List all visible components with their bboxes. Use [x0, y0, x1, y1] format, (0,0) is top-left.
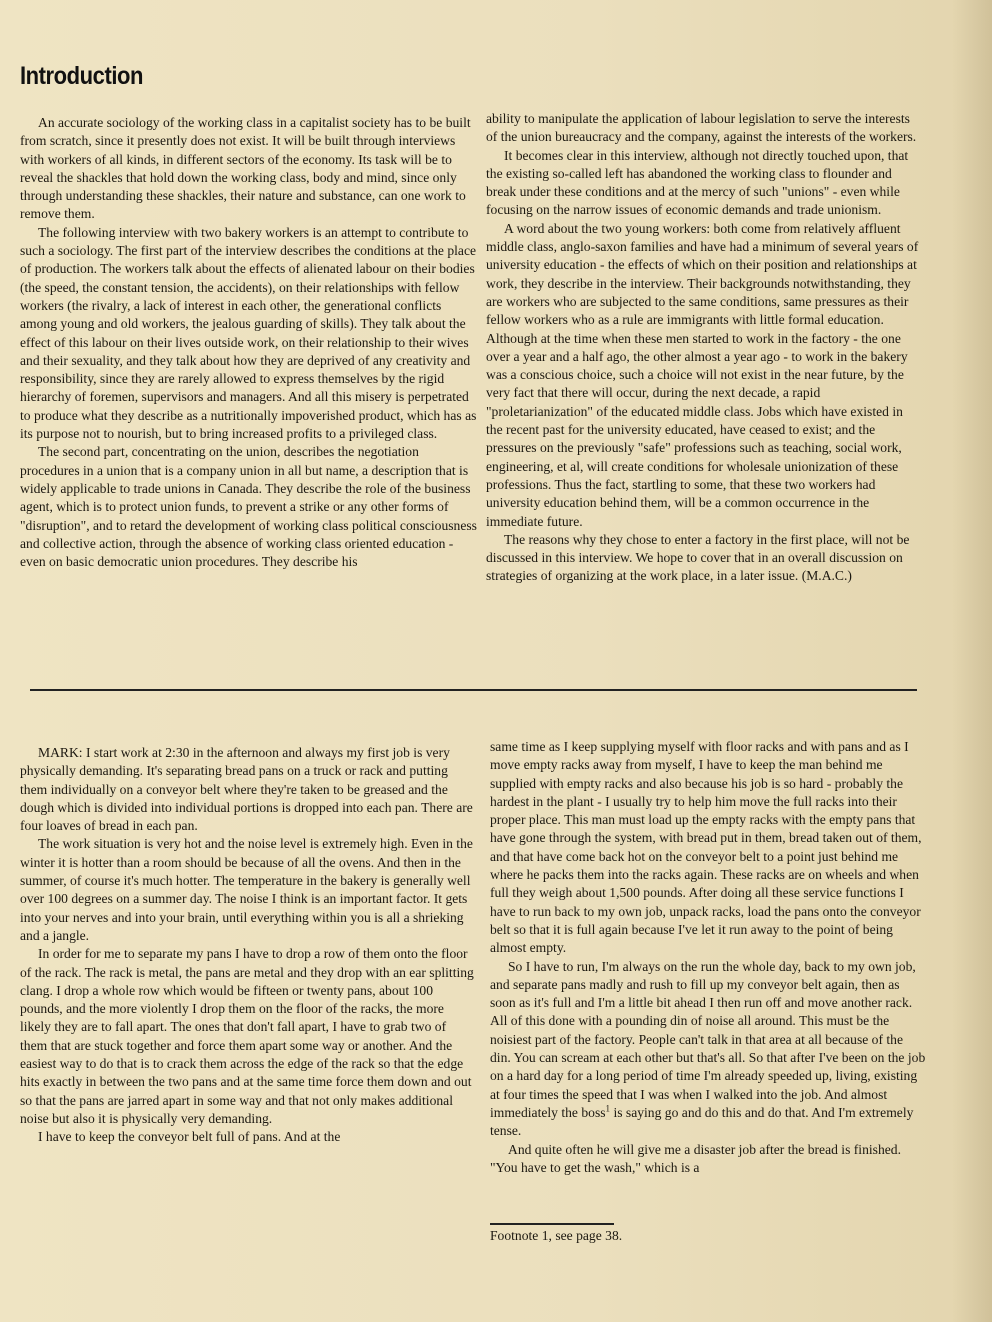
intro-paragraph: The following interview with two bakery workers is an attempt to contribute to such a sociology. The first part of the interview describes the conditions at the place of production. The workers talk about the effects of alienated labour on their bodies (the speed, the constant tension, the accidents), on their relationships with fellow workers (the rivalry, a lack of interest in each other, the generational conflicts among young and old workers, the jealous guarding of skills). They talk about the effect of this labour on their lives outside work, on their relationship to their wives and their sexuality, and they talk about how they are deprived of any creativity and responsibility, since they are rarely allowed to express themselves by the rigid hierarchy of foremen, supervisors and managers. And all this misery is perpetrated to produce what they describe as a nutritionally impoverished product, which has as its purpose not to nourish, but to bring increased profits to a privileged class. — [20, 224, 477, 442]
intro-paragraph: The second part, concentrating on the union, describes the negotiation procedures in a union that is a company union in all but name, a description that is widely applicable to trade unions in Canada. They describe the role of the business agent, which is to protect union funds, to prevent a strike or any other forms of "disruption", and to retard the development of working class political consciousness and collective action, through the absence of working class oriented education - even on basic democratic union procedures. They describe his — [20, 444, 477, 570]
footnote — [490, 1223, 926, 1245]
intro-paragraph: It becomes clear in this interview, although not directly touched upon, that the existing so-called left has abandoned the working class to flounder and break under these conditions and at the mercy of such "unions" - even while focusing on the narrow issues of economic demands and trade unionism. — [486, 147, 909, 218]
speaker-label: MARK: — [38, 745, 83, 760]
section-divider — [30, 689, 917, 691]
intro-paragraph: A word about the two young workers: both come from relatively affluent middle class, anglo-saxon families and have had a minimum of several years of university education - the effects of which on their position and relationships at work, they describe in the interview. Their backgrounds notwithstanding, they are workers who are subjected to the same conditions, same pressures as their fellow workers who as a rule are immigrants with little formal education. Although at the time when these men started to work in the factory - the one over a year and a half ago, the other almost a year ago - to work in the bakery was a conscious choice, such a choice will not exist in the near future, by the very fact that there will occur, during the next decade, a rapid "proletarianization" of the educated middle class. Jobs which have existed in the recent past for the university educated, have ceased to exist; and the pressures on the previously "safe" professions such as teaching, social work, engineering, et al, will create conditions for wholesale unionization of these professions. Thus the fact, startling to some, that these two workers had university education behind them, will be a common occurrence in the immediate future. — [486, 220, 919, 529]
interview-text: I start work at 2:30 in the afternoon and always my first job is very physically demanding. It's separating bread pans on a truck or rack and putting them individually on a conveyor belt where they're taken to be greased and the dough which is divided into individual portions is dropped into each pan. There are four loaves of bread in each pan. — [20, 745, 473, 834]
intro-paragraph: An accurate sociology of the working class in a capitalist society has to be built from scratch, since it presently does not exist. It will be built through interviews with workers of all kinds, in different sectors of the economy. Its task will be to reveal the shackles that hold down the working class, body and mind, since only through understanding these shackles, their nature and substance, can one work to remove them. — [20, 115, 471, 222]
intro-column-left — [20, 114, 478, 571]
interview-paragraph — [20, 744, 476, 835]
interview-paragraph: same time as I keep supplying myself with floor racks and with pans and as I move empty racks away from myself, I have to keep the man behind me supplied with empty racks and also because his job is so hard - probably the hardest in the plant - I usually try to help him move the full racks into their proper place. This man must load up the empty racks with the empty pans that have gone through the system, with bread put in them, bread taken out of them, and that have come back hot on the conveyor belt to a point just behind me where he packs them into the racks again. These racks are on wheels and when full they weigh about 1,500 pounds. After doing all these service functions I have to run back to my own job, unpack racks, load the pans onto the conveyor belt so that it is full again because I've let it run away to the point of being almost empty. — [490, 739, 922, 956]
interview-paragraph: The work situation is very hot and the noise level is extremely high. Even in the winter it is hotter than a room should be because of all the ovens. And then in the summer, of course it's much hotter. The temperature in the bakery is generally well over 100 degrees on a summer day. The noise I think is an important factor. It gets into your nerves and into your brain, until everything within you is all a shrieking and a jangle. — [20, 836, 473, 943]
intro-column-right — [486, 110, 920, 586]
intro-paragraph: The reasons why they chose to enter a factory in the first place, will not be discussed in this interview. We hope to cover that in an overall discussion on strategies of organizing at the work place, in a later issue. (M.A.C.) — [486, 531, 910, 584]
intro-paragraph: ability to manipulate the application of labour legislation to serve the interests of the union bureaucracy and the company, against the interests of the workers. — [486, 111, 917, 145]
interview-paragraph: In order for me to separate my pans I have to drop a row of them onto the floor of the rack. The rack is metal, the pans are metal and they drop with an ear splitting clang. I drop a whole row which would be fifteen or twenty pans, about 100 pounds, and the more violently I drop them on the floor of the racks, the more likely they are to fall apart. The ones that don't fall apart, I have to grab two of them that are stuck together and force them apart some way or another. And the easiest way to do that is to crack them across the edge of the rack so that the edge hits exactly in between the two pans and at the same time force them down and out so that the pans are jarred apart in some way and that not only makes additional noise but also it is physically very demanding. — [20, 946, 474, 1126]
footnote-text: Footnote 1, see page 38. — [490, 1227, 623, 1243]
interview-column-right — [490, 738, 926, 1177]
interview-text: is saying go and do this and do that. And I'm extremely tense. — [490, 1104, 914, 1139]
footnote-marker: 1 — [605, 1103, 611, 1114]
interview-column-left — [20, 744, 476, 1147]
interview-paragraph: And quite often he will give me a disaster job after the bread is finished. "You have to get the wash," which is a — [490, 1141, 901, 1175]
section-title: Introduction — [20, 62, 144, 90]
footnote-rule — [490, 1223, 614, 1225]
interview-paragraph — [490, 958, 926, 1141]
interview-paragraph: I have to keep the conveyor belt full of pans. And at the — [38, 1129, 341, 1145]
page-edge-shadow — [952, 0, 992, 1322]
interview-text: So I have to run, I'm always on the run the whole day, back to my own job, and separate pans madly and rush to fill up my conveyor belt again, then as soon as it's full and I'm a little bit ahead I then run off and move another rack. All of this done with a pounding din of noise all around. This must be the noisiest part of the factory. People can't talk in that area at all because of the din. You can scream at each other but that's all. So that after I've been on the job on a hard day for a long period of time I'm already speeded up, living, existing at four times the speed that I was when I walked into the job. And almost immediately the boss — [490, 958, 926, 1120]
